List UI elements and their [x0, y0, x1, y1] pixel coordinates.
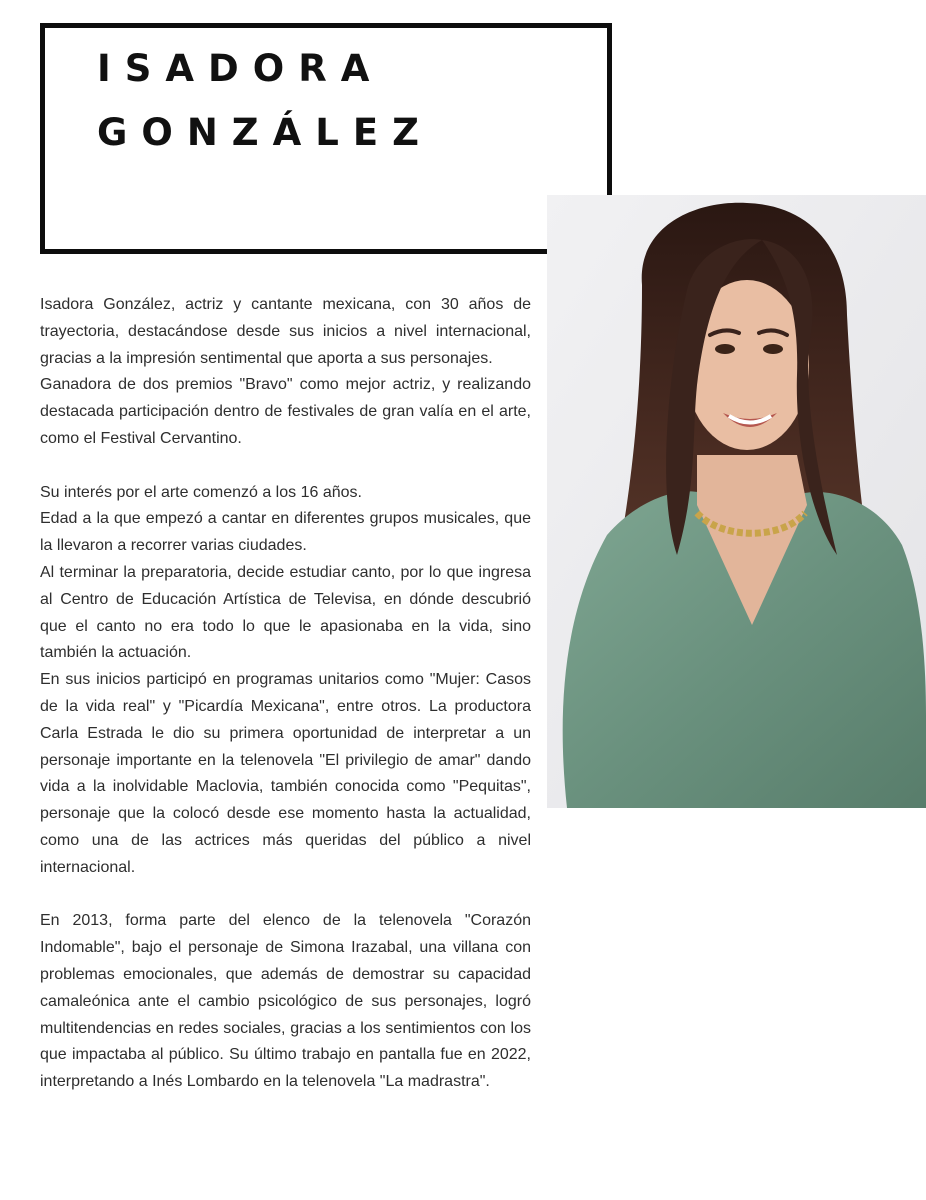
- portrait-photo: [547, 195, 926, 808]
- bio-paragraph: Edad a la que empezó a cantar en diferentes grupos musicales, que la llevaron a recorrer varias ciudades.: [40, 510, 531, 555]
- bio-paragraph: En sus inicios participó en programas unitarios como "Mujer: Casos de la vida real" y "Picardía Mexicana", entre otros. La productora Carla Estrada le dio su primera oportunidad de interpretar a un personaje importante en la telenovela "El privilegio de amar" dando vida a la inolvidable Maclovia, también conocida como "Pequitas", personaje que la colocó desde ese momento hasta la actualidad, como una de las actrices más queridas del público a nivel internacional.: [40, 671, 531, 876]
- bio-paragraph: Al terminar la preparatoria, decide estudiar canto, por lo que ingresa al Centro de Educación Artística de Televisa, en dónde descubrió que el canto no era todo lo que le apasionaba en la vida, sino también la actuación.: [40, 563, 531, 662]
- bio-paragraph: Ganadora de dos premios "Bravo" como mejor actriz, y realizando destacada participación dentro de festivales de gran valía en el arte, como el Festival Cervantino.: [40, 376, 531, 447]
- title-last-name: GONZÁLEZ: [97, 111, 433, 154]
- biography-text: [40, 292, 531, 1096]
- title-first-name: ISADORA: [97, 47, 384, 90]
- bio-paragraph: En 2013, forma parte del elenco de la telenovela "Corazón Indomable", bajo el personaje de Simona Irazabal, una villana con problemas emocionales, que además de demostrar su capacidad camaleónica ante el cambio psicológico de sus personajes, logró multitendencias en redes sociales, gracias a los sentimientos con los que impactaba al público. Su último trabajo en pantalla fue en 2022, interpretando a Inés Lombardo en la telenovela "La madrastra".: [40, 912, 531, 1091]
- title-box: [40, 23, 612, 254]
- bio-paragraph: Isadora González, actriz y cantante mexicana, con 30 años de trayectoria, destacándose desde sus inicios a nivel internacional, gracias a la impresión sentimental que aporta a sus personajes.: [40, 296, 531, 367]
- portrait-illustration: [547, 195, 926, 808]
- bio-paragraph: Su interés por el arte comenzó a los 16 años.: [40, 483, 362, 501]
